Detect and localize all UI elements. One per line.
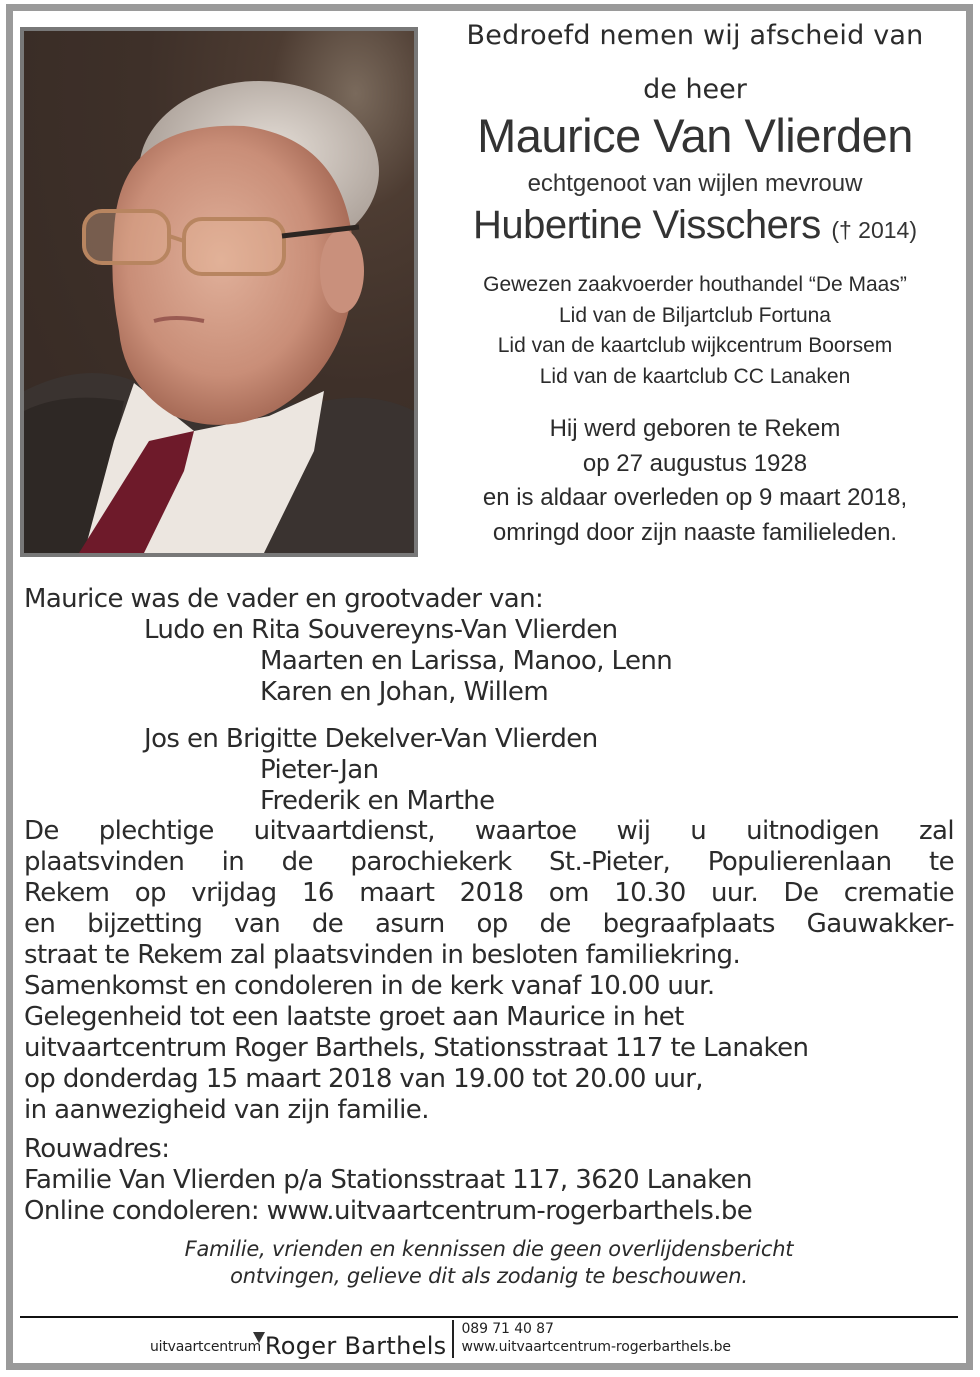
family-children: Karen en Johan, Willem (260, 677, 549, 707)
address-label: Rouwadres: (24, 1134, 170, 1164)
ceremony-line: en bijzetting van de asurn op de begraafplaats Gauwakker- (24, 909, 954, 939)
family-parents: Jos en Brigitte Dekelver-Van Vlierden (144, 724, 598, 754)
ceremony-line: straat te Rekem zal plaatsvinden in besloten familiekring. (24, 940, 741, 970)
role-item: Gewezen zaakvoerder houthandel “De Maas” (483, 273, 907, 296)
ceremony-line: Gelegenheid tot een laatste groet aan Maurice in het (24, 1002, 684, 1032)
role-item: Lid van de kaartclub wijkcentrum Boorsem (497, 334, 893, 357)
online-label: Online condoleren: (24, 1196, 267, 1226)
bio-line: Hij werd geboren te Rekem (549, 415, 841, 442)
ceremony-line: in aanwezigheid van zijn familie. (24, 1095, 429, 1125)
footer-brand (265, 1332, 447, 1360)
ceremony-line: uitvaartcentrum Roger Barthels, Stationsstraat 117 te Lanaken (24, 1033, 809, 1063)
funeral-home-footer (150, 1318, 731, 1360)
ceremony-line: plaatsvinden in de parochiekerk St.-Pieter, Populierenlaan te (24, 847, 954, 877)
bio-text (430, 412, 960, 550)
spouse-label: echtgenoot van wijlen mevrouw (527, 170, 863, 197)
ceremony-details (24, 816, 954, 1126)
family-children: Frederik en Marthe (260, 786, 495, 816)
ceremony-line: Samenkomst en condoleren in de kerk vanaf 10.00 uur. (24, 971, 715, 1001)
role-item: Lid van de kaartclub CC Lanaken (539, 364, 851, 388)
ceremony-line: De plechtige uitvaartdienst, waartoe wij u uitnodigen zal (24, 816, 954, 846)
notice-line: ontvingen, gelieve dit als zodanig te beschouwen. (230, 1264, 748, 1288)
bio-line: op 27 augustus 1928 (582, 449, 808, 477)
footer-website[interactable]: www.uitvaartcentrum-rogerbarthels.be (461, 1339, 731, 1355)
role-item: Lid van de Biljartclub Fortuna (559, 303, 831, 327)
group-spacer (24, 708, 672, 724)
intro-text: Bedroefd nemen wij afscheid van (466, 20, 924, 51)
footer-separator (452, 1320, 454, 1358)
spouse-death-year: († 2014) (831, 217, 917, 243)
ceremony-line: Rekem op vrijdag 16 maart 2018 om 10.30 uur. De crematie (24, 878, 954, 908)
family-parents: Ludo en Rita Souvereyns-Van Vlierden (144, 615, 618, 645)
triangle-logo-icon (253, 1332, 265, 1343)
notice-line: Familie, vrienden en kennissen die geen overlijdensbericht (184, 1237, 794, 1261)
footer-phone[interactable]: 089 71 40 87 (461, 1321, 554, 1337)
mourning-address (24, 1134, 752, 1227)
online-condolence (24, 1196, 752, 1227)
title-prefix: de heer (643, 74, 747, 105)
ceremony-line: op donderdag 15 maart 2018 van 19.00 tot 20.00 uur, (24, 1064, 703, 1094)
condolence-link[interactable]: www.uitvaartcentrum-rogerbarthels.be (266, 1196, 753, 1226)
spouse-line (430, 200, 960, 255)
bio-line: en is aldaar overleden op 9 maart 2018, (482, 484, 908, 511)
portrait-illustration (24, 31, 414, 553)
brand-name: Roger Barthels (264, 1332, 447, 1360)
roles-list (430, 270, 960, 392)
footer-prefix: uitvaartcentrum (150, 1339, 261, 1355)
family-section (24, 584, 672, 817)
address-line: Familie Van Vlierden p/a Stationsstraat 117, 3620 Lanaken (24, 1165, 752, 1195)
portrait-photo (20, 27, 418, 557)
family-heading: Maurice was de vader en grootvader van: (24, 584, 544, 614)
notice-text (24, 1236, 954, 1290)
footer-contact (461, 1320, 730, 1360)
spouse-name: Hubertine Visschers (472, 203, 821, 247)
family-children: Maarten en Larissa, Manoo, Lenn (260, 646, 673, 676)
family-children: Pieter-Jan (260, 755, 379, 785)
deceased-name: Maurice Van Vlierden (477, 109, 913, 162)
bio-line: omringd door zijn naaste familieleden. (492, 518, 898, 546)
